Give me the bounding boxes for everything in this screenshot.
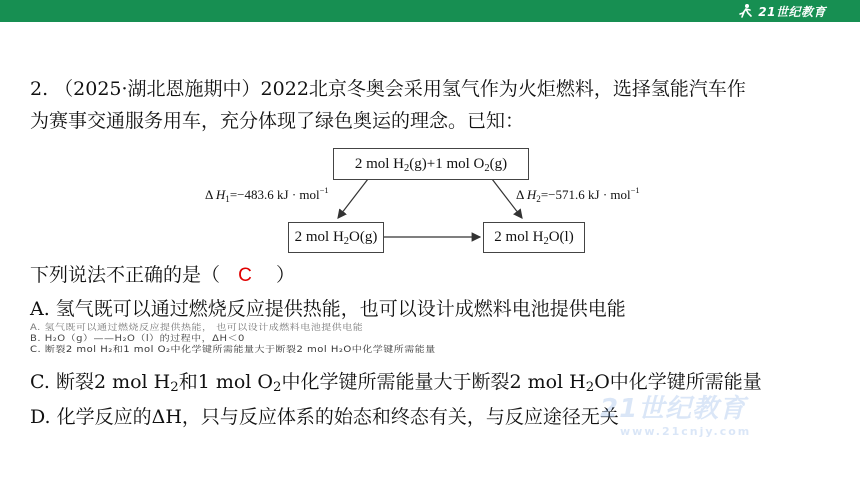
water-gas-box: 2 mol $H_2O(g)$ [288, 222, 384, 253]
watermark-sub: www.21cnjy.com [620, 425, 752, 438]
option-a: A. 氢气既可以通过燃烧反应提供热能，也可以设计成燃料电池提供电能 [30, 298, 626, 320]
question-line-1: 2. （2025·湖北恩施期中）2022北京冬奥会采用氢气作为火炬燃料，选择氢能汽车作 [30, 78, 746, 100]
delta-h1-label: Δ $H_1=-483.6$ kJ · mol$^{-1}$ [205, 185, 329, 204]
reactant-box: 2 mol $H_2(g)+1$ mol $O_2(g)$ [333, 148, 529, 180]
option-d: D. 化学反应的ΔH，只与反应体系的始态和终态有关，与反应途径无关 [30, 406, 619, 428]
ghost-line-c: C. 断裂2 mol H₂和1 mol O₂中化学键所需能量大于断裂2 mol H₂O中化学键所需能量 [30, 345, 436, 355]
ghost-line-a: A. 氢气既可以通过燃烧反应提供热能， 也可以设计成燃料电池提供电能 [30, 323, 364, 333]
question-prompt: 下列说法不正确的是（ C ） [30, 264, 296, 286]
watermark-text: 21世纪教育 [600, 394, 747, 424]
delta-h2-label: Δ $H_2=-571.6$ kJ · mol$^{-1}$ [516, 185, 640, 204]
ghost-line-b: B. H₂O（g）——H₂O（l）的过程中，ΔH＜0 [30, 334, 245, 344]
arrow-top-to-left [338, 179, 368, 218]
water-liquid-box: 2 mol $H_2O(l)$ [483, 222, 585, 253]
logo-text: 21世纪教育 [758, 4, 826, 19]
question-line-2: 为赛事交通服务用车，充分体现了绿色奥运的理念。已知： [30, 110, 525, 132]
answer-text: C [238, 265, 252, 286]
option-c: C. 断裂2 mol $H_2$和1 mol $O_2$中化学键所需能量大于断裂2 mol $H_2O$中化学键所需能量 [30, 371, 762, 395]
